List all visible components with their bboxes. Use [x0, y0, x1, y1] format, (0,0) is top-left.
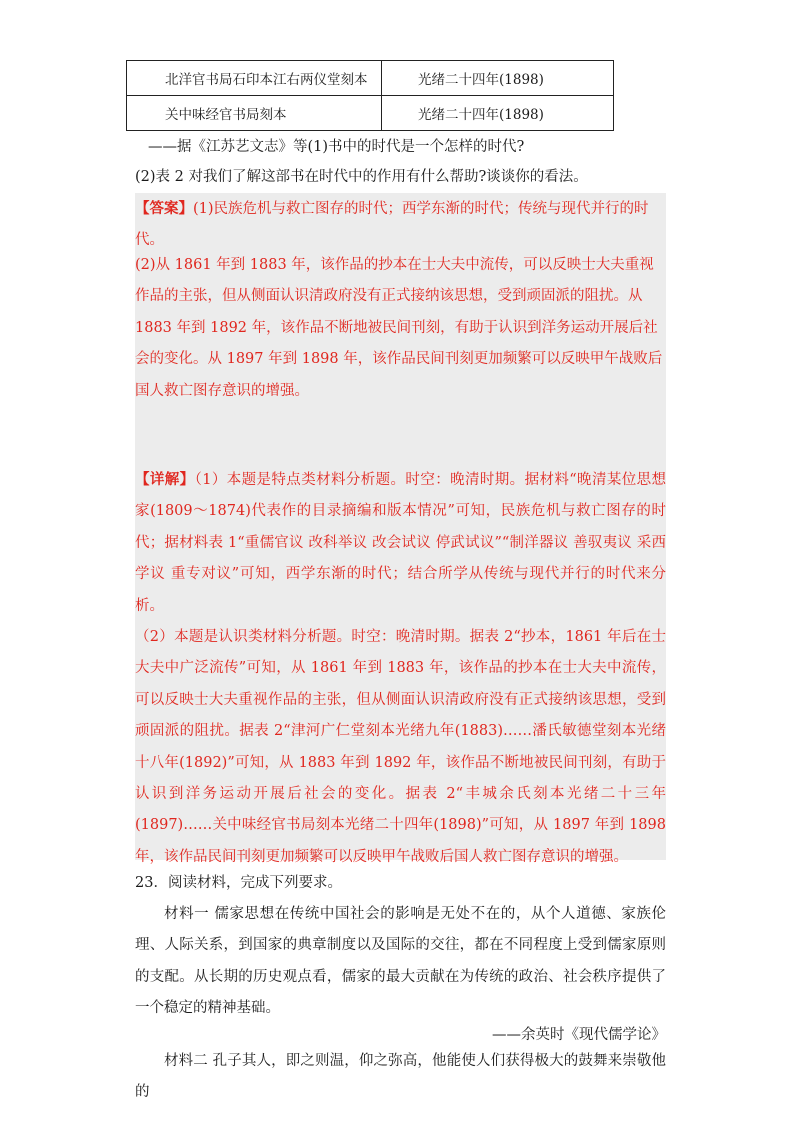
table-cell-edition: 关中味经官书局刻本 — [127, 96, 382, 131]
table-row — [127, 96, 614, 131]
answer-block — [135, 193, 666, 257]
material-1-source: ——余英时《现代儒学论》 — [492, 1027, 666, 1043]
material-1-text: 材料一 儒家思想在传统中国社会的影响是无处不在的，从个人道德、家族伦理、人际关系，到国家的典章制度以及国际的交往，都在不同程度上受到儒家原则的支配。从长期的历史观点看，儒家的最大贡献在为传统的政治、社会秩序提供了一个稳定的精神基础。 — [135, 906, 666, 1017]
detail-block — [135, 464, 666, 873]
question-2: (2)表 2 对我们了解这部书在时代中的作用有什么帮助?谈谈你的看法。 — [135, 169, 588, 185]
material-2-text: 材料二 孔子其人，即之则温，仰之弥高，他能使人们获得极大的鼓舞来崇敬他的 — [135, 1053, 666, 1101]
material-1 — [135, 899, 666, 1025]
detail-tag: 【详解】 — [135, 471, 195, 488]
answer-tag: 【答案】 — [135, 200, 193, 217]
question-23-stem: 23．阅读材料，完成下列要求。 — [135, 875, 342, 891]
material-2 — [135, 1046, 666, 1109]
table-cell-edition: 北洋官书局石印本江右两仪堂刻本 — [127, 61, 382, 96]
answer-part-2: (2)从 1861 年到 1883 年，该作品的抄本在士大夫中流传，可以反映士大夫重视作品的主张，但从侧面认识清政府没有正式接纳该思想，受到顽固派的阻扰。从 1883 年到 1892 年，该作品不断地被民间刊刻，有助于认识到洋务运动开展后社会的变化。从 1897 年到 1898 年，该作品民间刊刻更加频繁可以反映甲午战败后国人救亡图存意识的增强。 — [135, 257, 663, 399]
table-row — [127, 61, 614, 96]
source-line: ——据《江苏艺文志》等(1)书中的时代是一个怎样的时代? — [148, 139, 525, 155]
detail-part-1: （1）本题是特点类材料分析题。时空：晚清时期。据材料“晚清某位思想家(1809～1874)代表作的目录摘编和版本情况”可知，民族危机与救亡图存的时代；据材料表 1“重儒官议 改科举议 改会试议 停武试议”“制洋器议 善驭夷议 采西学议 重专对议”可知，西学东渐的时代；结合所学从传统与现代并行的时代来分析。 — [135, 472, 667, 614]
answer-block-2 — [135, 250, 666, 407]
table-cell-year: 光绪二十四年(1898) — [382, 96, 614, 131]
edition-table — [126, 60, 614, 131]
answer-part-1: (1)民族危机与救亡图存的时代；西学东渐的时代；传统与现代并行的时代。 — [135, 201, 649, 249]
table-cell-year: 光绪二十四年(1898) — [382, 61, 614, 96]
detail-part-2: （2）本题是认识类材料分析题。时空：晚清时期。据表 2“抄本，1861 年后在士大夫中广泛流传”可知，从 1861 年到 1883 年，该作品的抄本在士大夫中流传，可以反映士大夫重视作品的主张，但从侧面认识清政府没有正式接纳该思想，受到顽固派的阻扰。据表 2“津河广仁堂刻本光绪九年(1883)……潘氏敏德堂刻本光绪十八年(1892)”可知，从 1883 年到 1892 年，该作品不断地被民间刊刻，有助于认识到洋务运动开展后社会的变化。据表 2“丰城余氏刻本光绪二十三年(1897)……关中味经官书局刻本光绪二十四年(1898)”可知，从 1897 年到 1898 年，该作品民间刊刻更加频繁可以反映甲午战败后国人救亡图存意识的增强。 — [135, 629, 666, 865]
